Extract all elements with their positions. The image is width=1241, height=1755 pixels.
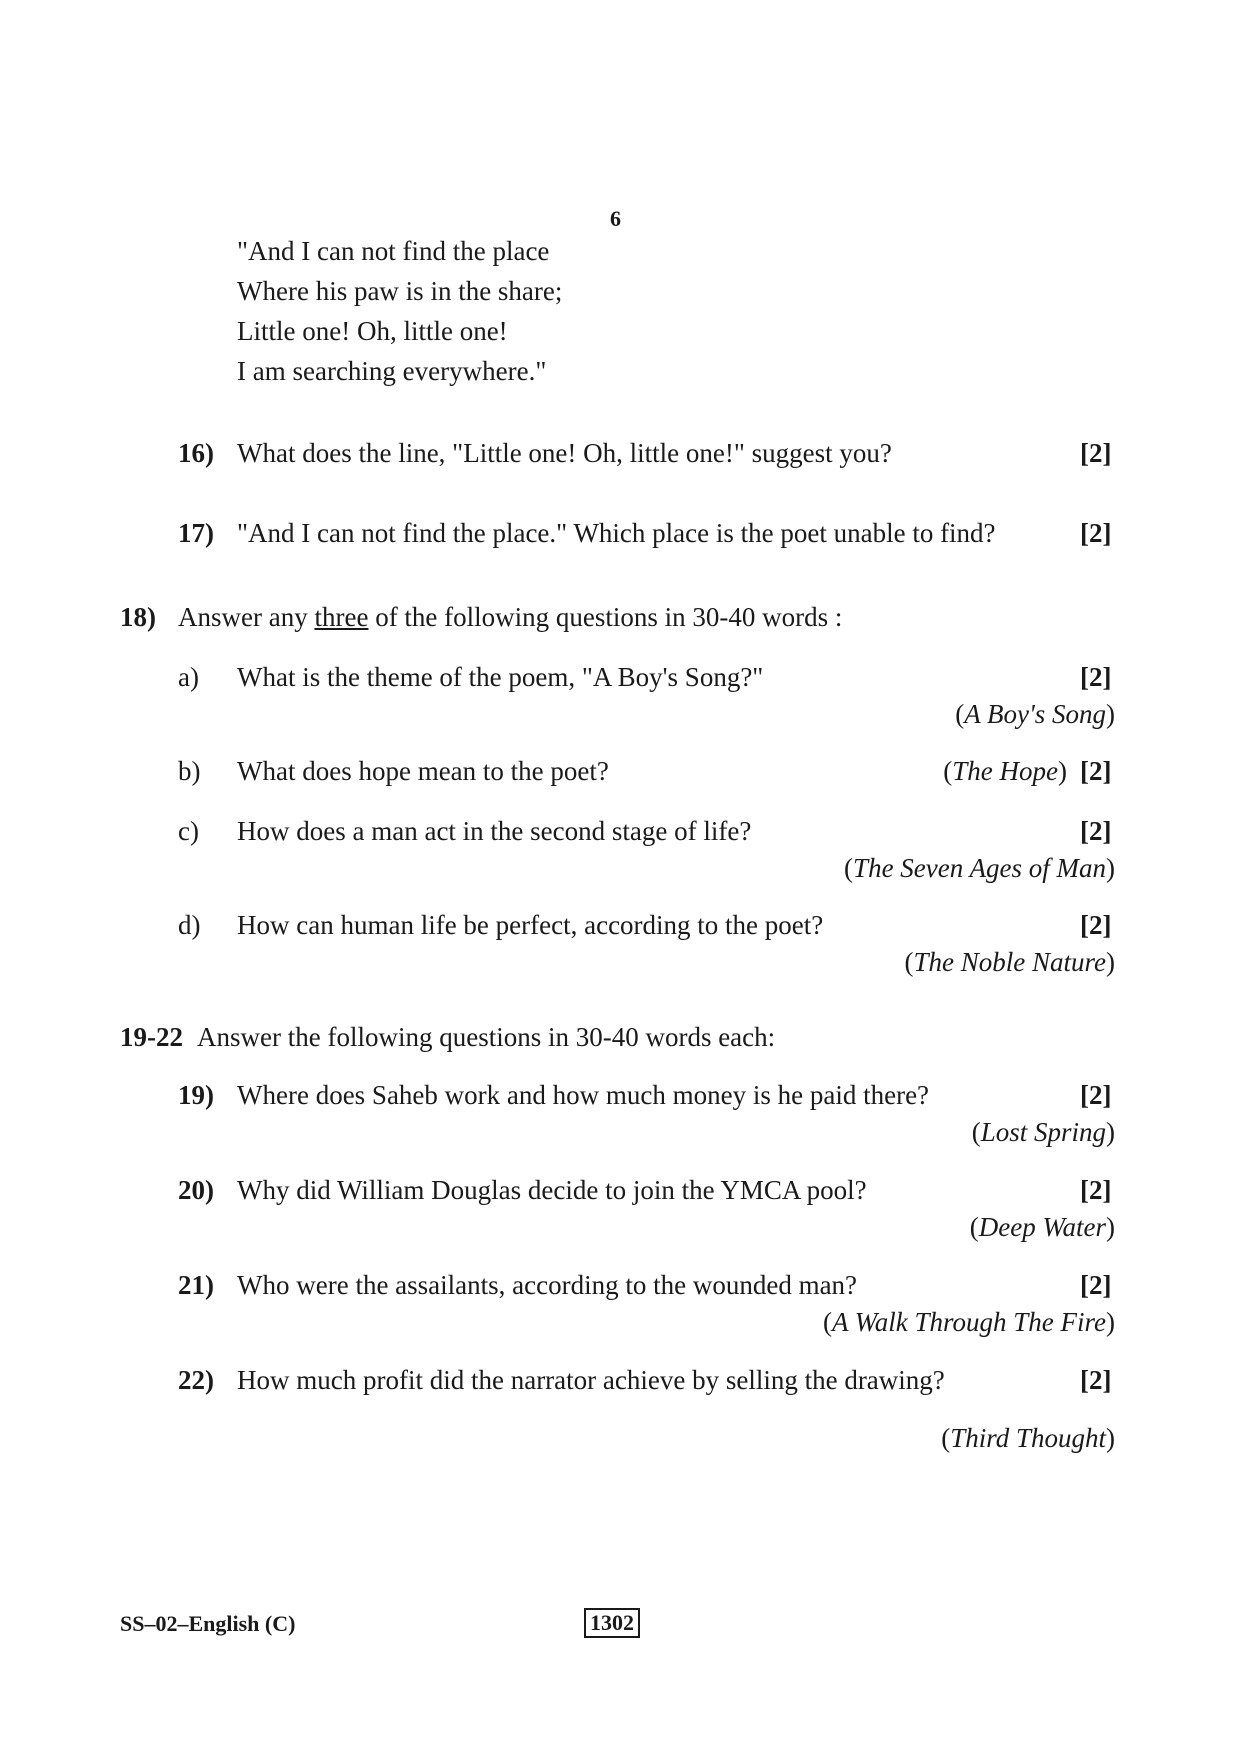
poem-line: Where his paw is in the share; xyxy=(237,276,563,306)
poem-line: "And I can not find the place xyxy=(237,236,550,266)
question-text: "And I can not find the place." Which place is the poet unable to find? xyxy=(237,518,996,548)
source-citation: (The Hope) xyxy=(943,756,1067,786)
sub-question-text: How can human life be perfect, according to the poet? xyxy=(237,910,824,940)
question-text: Answer the following questions in 30-40 words each: xyxy=(197,1022,776,1052)
marks: [2] xyxy=(1080,1365,1112,1395)
marks: [2] xyxy=(1080,816,1112,846)
question-number: 20) xyxy=(178,1175,214,1205)
question-number: 19) xyxy=(178,1080,214,1110)
sub-question-text: What does hope mean to the poet? xyxy=(237,756,609,786)
source-citation: (A Boy's Song) xyxy=(955,699,1115,729)
question-text: How much profit did the narrator achieve by selling the drawing? xyxy=(237,1365,945,1395)
marks: [2] xyxy=(1080,662,1112,692)
marks: [2] xyxy=(1080,1080,1112,1110)
question-text: What does the line, "Little one! Oh, little one!" suggest you? xyxy=(237,438,892,468)
sub-question-label: d) xyxy=(178,910,201,940)
question-number: 21) xyxy=(178,1270,214,1300)
poem-line: Little one! Oh, little one! xyxy=(237,316,508,346)
source-citation: (The Seven Ages of Man) xyxy=(844,853,1115,883)
marks: [2] xyxy=(1080,756,1112,786)
question-text: Where does Saheb work and how much money is he paid there? xyxy=(237,1080,930,1110)
question-number: 16) xyxy=(178,438,214,468)
page-number: 6 xyxy=(610,206,621,231)
sub-question-label: b) xyxy=(178,756,201,786)
sub-question-label: a) xyxy=(178,662,199,692)
marks: [2] xyxy=(1080,438,1112,468)
question-text: Why did William Douglas decide to join the YMCA pool? xyxy=(237,1175,867,1205)
poem-line: I am searching everywhere." xyxy=(237,356,547,386)
question-number: 18) xyxy=(120,602,156,632)
sub-question-text: What is the theme of the poem, "A Boy's Song?" xyxy=(237,662,764,692)
marks: [2] xyxy=(1080,1270,1112,1300)
sub-question-text: How does a man act in the second stage of life? xyxy=(237,816,752,846)
source-citation: (The Noble Nature) xyxy=(904,947,1115,977)
source-citation: (Deep Water) xyxy=(969,1212,1115,1242)
question-text: Who were the assailants, according to the wounded man? xyxy=(237,1270,858,1300)
source-citation: (A Walk Through The Fire) xyxy=(822,1307,1115,1337)
marks: [2] xyxy=(1080,910,1112,940)
question-number: 22) xyxy=(178,1365,214,1395)
page-box-number: 1302 xyxy=(584,1608,640,1638)
question-number: 17) xyxy=(178,518,214,548)
marks: [2] xyxy=(1080,1175,1112,1205)
sub-question-label: c) xyxy=(178,816,199,846)
marks: [2] xyxy=(1080,518,1112,548)
question-text: Answer any three of the following questions in 30-40 words : xyxy=(178,602,843,632)
question-number: 19-22 xyxy=(120,1022,183,1052)
paper-code: SS–02–English (C) xyxy=(120,1611,296,1636)
source-citation: (Third Thought) xyxy=(941,1423,1115,1453)
source-citation: (Lost Spring) xyxy=(971,1117,1115,1147)
